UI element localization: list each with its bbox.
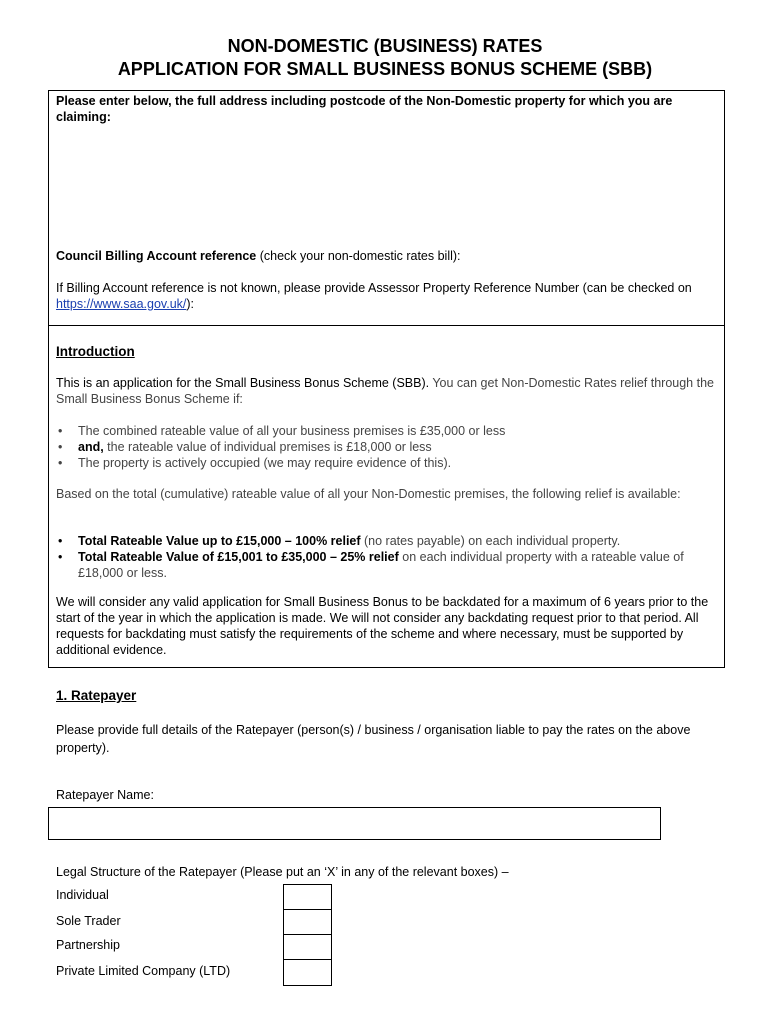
ratepayer-heading: 1. Ratepayer <box>56 688 137 703</box>
legal-structure-checkboxes <box>283 884 332 986</box>
assessor-text-end: ): <box>186 297 195 311</box>
relief-item: • Total Rateable Value up to £15,000 – 100% relief (no rates payable) on each individual property. <box>56 533 720 549</box>
eligibility-list <box>56 423 720 471</box>
relief-item: • Total Rateable Value of £15,001 to £35,000 – 25% relief on each individual property with a rateable value of £18,000 or less. <box>56 549 720 581</box>
introduction-heading: Introduction <box>56 344 135 359</box>
option-label-partnership: Partnership <box>56 938 120 952</box>
title-line-1: NON-DOMESTIC (BUSINESS) RATES <box>227 36 543 56</box>
ratepayer-name-input[interactable] <box>48 807 661 840</box>
billing-reference-line <box>56 248 720 264</box>
billing-reference-label: Council Billing Account reference <box>56 249 257 263</box>
address-prompt: Please enter below, the full address including postcode of the Non-Domestic property for which you are claiming: <box>56 94 673 124</box>
option-label-ltd: Private Limited Company (LTD) <box>56 964 231 978</box>
introduction-para-2: Based on the total (cumulative) rateable value of all your Non-Domestic premises, the following relief is available: <box>56 487 681 501</box>
checkbox-partnership[interactable] <box>283 935 332 960</box>
option-label-sole-trader: Sole Trader <box>56 914 121 928</box>
introduction-para-3: We will consider any valid application for Small Business Bonus to be backdated for a maximum of 6 years prior to the start of the year in which the application is made. We will not consider any backdating request prior to that period. All requests for backdating must satisfy the requirements of the scheme and where necessary, must be supported by additional evidence. <box>56 595 709 657</box>
assessor-text: If Billing Account reference is not known, please provide Assessor Property Reference Number (can be checked on <box>56 281 692 295</box>
title-line-2: APPLICATION FOR SMALL BUSINESS BONUS SCHEME (SBB) <box>117 59 653 79</box>
option-label-individual: Individual <box>56 888 109 902</box>
saa-link[interactable]: https://www.saa.gov.uk/ <box>56 297 187 311</box>
eligibility-item: • and, the rateable value of individual premises is £18,000 or less <box>56 439 720 455</box>
checkbox-ltd[interactable] <box>283 960 332 986</box>
eligibility-item: • The property is actively occupied (we may require evidence of this). <box>56 455 720 471</box>
introduction-para-1-start: This is an application for the Small Business Bonus Scheme (SBB). <box>56 376 433 390</box>
introduction-para-1 <box>56 375 720 407</box>
checkbox-individual[interactable] <box>283 884 332 910</box>
ratepayer-intro: Please provide full details of the Ratepayer (person(s) / business / organisation liable to pay the rates on the above property). <box>56 723 691 755</box>
assessor-reference-text <box>56 280 720 312</box>
legal-structure-label: Legal Structure of the Ratepayer (Please put an ‘X’ in any of the relevant boxes) – <box>56 865 509 879</box>
introduction-para-1-rest: You can get Non-Domestic Rates relief through the Small Business Bonus Scheme if: <box>56 376 714 406</box>
eligibility-item: • The combined rateable value of all your business premises is £35,000 or less <box>56 423 720 439</box>
relief-list <box>56 533 720 581</box>
checkbox-sole-trader[interactable] <box>283 910 332 935</box>
billing-reference-hint: (check your non-domestic rates bill): <box>256 249 461 263</box>
ratepayer-name-label: Ratepayer Name: <box>56 788 154 802</box>
